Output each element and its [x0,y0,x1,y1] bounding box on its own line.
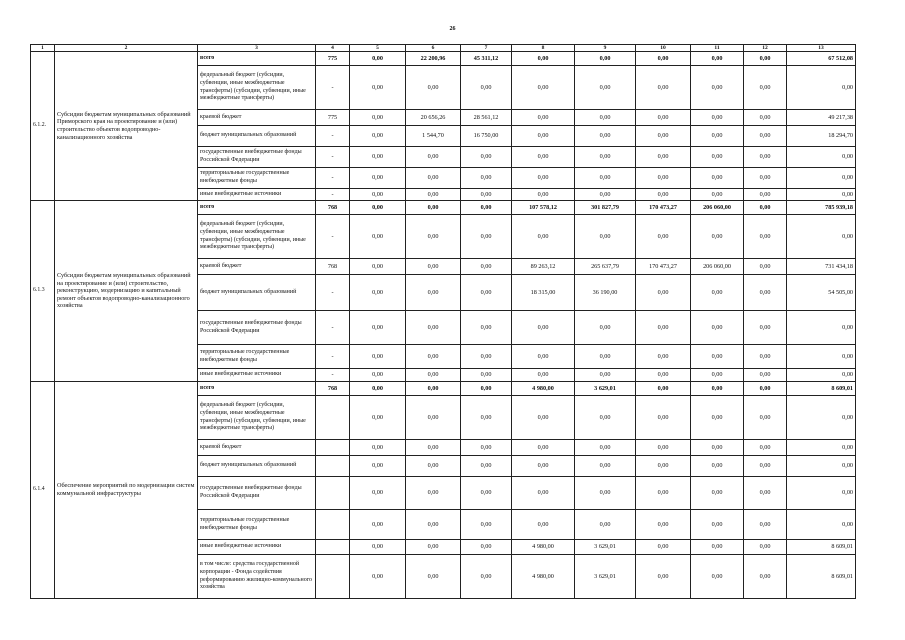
year-value: 4 980,00 [512,555,575,599]
year-value: 0,00 [636,52,691,66]
year-value: 0,00 [691,540,744,555]
grbs-code: - [316,126,350,147]
funding-source: краевой бюджет [198,440,316,456]
year-value: 170 473,27 [636,201,691,215]
year-value: 0,00 [512,311,575,345]
year-value: 0,00 [691,440,744,456]
year-value: 0,00 [512,345,575,369]
year-value: 0,00 [350,540,406,555]
year-value: 0,00 [512,189,575,201]
total-value: 54 505,00 [787,275,856,311]
total-value: 8 609,01 [787,382,856,396]
year-value: 0,00 [350,168,406,189]
year-value: 0,00 [406,456,461,477]
year-value: 0,00 [350,555,406,599]
column-number: 12 [744,45,787,52]
funding-source: всего [198,52,316,66]
year-value: 0,00 [350,66,406,110]
year-value: 0,00 [406,440,461,456]
funding-source: иные внебюджетные источники [198,540,316,555]
total-value: 0,00 [787,440,856,456]
year-value: 0,00 [691,345,744,369]
grbs-code: 775 [316,52,350,66]
year-value: 0,00 [350,382,406,396]
year-value: 0,00 [461,440,512,456]
year-value: 0,00 [744,345,787,369]
year-value: 0,00 [636,275,691,311]
section-name: Обеспечение мероприятий по модернизации систем коммунальной инфраструктуры [55,382,198,599]
year-value: 0,00 [636,66,691,110]
year-value: 170 473,27 [636,259,691,275]
year-value: 0,00 [636,126,691,147]
year-value: 0,00 [461,275,512,311]
year-value: 0,00 [636,189,691,201]
year-value: 0,00 [350,311,406,345]
year-value: 4 980,00 [512,540,575,555]
year-value: 0,00 [512,477,575,510]
year-value: 0,00 [461,555,512,599]
grbs-code: 768 [316,201,350,215]
grbs-code: - [316,168,350,189]
total-value: 0,00 [787,168,856,189]
year-value: 0,00 [744,540,787,555]
table-row [31,201,856,215]
total-value: 0,00 [787,147,856,168]
year-value: 0,00 [406,201,461,215]
year-value: 0,00 [744,215,787,259]
year-value: 0,00 [350,456,406,477]
year-value: 0,00 [744,510,787,540]
year-value: 16 750,00 [461,126,512,147]
year-value: 0,00 [636,382,691,396]
year-value: 0,00 [691,168,744,189]
grbs-code: - [316,275,350,311]
section-name: Субсидии бюджетам муниципальных образований Приморского края на проектирование и (или) строительство объектов водопроводно-канализационного хозяйства [55,52,198,201]
year-value: 0,00 [406,396,461,440]
year-value: 0,00 [691,369,744,382]
grbs-code [316,456,350,477]
year-value: 0,00 [744,147,787,168]
year-value: 0,00 [691,510,744,540]
funding-source: бюджет муниципальных образований [198,126,316,147]
year-value: 0,00 [406,510,461,540]
funding-source: краевой бюджет [198,259,316,275]
year-value: 0,00 [350,126,406,147]
year-value: 0,00 [575,477,636,510]
year-value: 0,00 [461,477,512,510]
year-value: 0,00 [350,396,406,440]
column-number: 2 [55,45,198,52]
funding-source: бюджет муниципальных образований [198,275,316,311]
year-value: 0,00 [636,510,691,540]
year-value: 0,00 [406,189,461,201]
year-value: 0,00 [512,369,575,382]
year-value: 0,00 [461,345,512,369]
column-number: 13 [787,45,856,52]
year-value: 0,00 [744,66,787,110]
year-value: 0,00 [350,189,406,201]
year-value: 18 315,00 [512,275,575,311]
year-value: 0,00 [512,147,575,168]
year-value: 0,00 [512,126,575,147]
total-value: 0,00 [787,189,856,201]
year-value: 0,00 [512,66,575,110]
year-value: 0,00 [575,311,636,345]
year-value: 0,00 [575,147,636,168]
year-value: 0,00 [691,477,744,510]
budget-table [30,44,856,599]
year-value: 0,00 [406,259,461,275]
column-header-row [31,45,856,52]
column-number: 5 [350,45,406,52]
year-value: 0,00 [461,311,512,345]
year-value: 0,00 [691,52,744,66]
section-code: 6.1.4 [31,382,55,599]
grbs-code: 775 [316,110,350,126]
year-value: 206 060,00 [691,259,744,275]
year-value: 0,00 [512,110,575,126]
year-value: 0,00 [636,555,691,599]
year-value: 0,00 [461,259,512,275]
year-value: 265 637,79 [575,259,636,275]
year-value: 0,00 [350,147,406,168]
year-value: 0,00 [461,456,512,477]
year-value: 0,00 [575,369,636,382]
total-value: 8 609,01 [787,555,856,599]
year-value: 0,00 [461,540,512,555]
year-value: 1 544,70 [406,126,461,147]
total-value: 18 294,70 [787,126,856,147]
year-value: 0,00 [691,555,744,599]
grbs-code: - [316,66,350,110]
grbs-code [316,440,350,456]
grbs-code: 768 [316,259,350,275]
page-number: 26 [449,26,456,32]
year-value: 0,00 [406,311,461,345]
year-value: 0,00 [406,382,461,396]
funding-source: федеральный бюджет (субсидии, субвенции, иные межбюджетные трансферты) (субсидии, субвенции, иные межбюджетные трансферты) [198,215,316,259]
column-number: 4 [316,45,350,52]
year-value: 0,00 [512,215,575,259]
funding-source: федеральный бюджет (субсидии, субвенции, иные межбюджетные трансферты) (субсидии, субвенции, иные межбюджетные трансферты) [198,396,316,440]
grbs-code [316,555,350,599]
year-value: 0,00 [636,110,691,126]
total-value: 0,00 [787,510,856,540]
year-value: 0,00 [636,540,691,555]
year-value: 0,00 [461,215,512,259]
year-value: 0,00 [575,110,636,126]
year-value: 0,00 [691,382,744,396]
grbs-code [316,540,350,555]
total-value: 0,00 [787,456,856,477]
year-value: 0,00 [744,396,787,440]
year-value: 4 980,00 [512,382,575,396]
year-value: 0,00 [406,555,461,599]
year-value: 20 656,26 [406,110,461,126]
section-code: 6.1.2. [31,52,55,201]
year-value: 0,00 [691,275,744,311]
year-value: 0,00 [575,440,636,456]
year-value: 0,00 [744,189,787,201]
year-value: 0,00 [575,396,636,440]
year-value: 0,00 [575,215,636,259]
year-value: 0,00 [744,477,787,510]
year-value: 0,00 [744,259,787,275]
year-value: 0,00 [691,147,744,168]
grbs-code: - [316,147,350,168]
year-value: 0,00 [744,126,787,147]
total-value: 49 217,38 [787,110,856,126]
year-value: 0,00 [691,126,744,147]
table-row [31,382,856,396]
funding-source: государственные внебюджетные фонды Российской Федерации [198,147,316,168]
year-value: 0,00 [691,456,744,477]
column-number: 8 [512,45,575,52]
year-value: 0,00 [636,215,691,259]
table-row [31,52,856,66]
column-number: 7 [461,45,512,52]
year-value: 0,00 [575,126,636,147]
funding-source: федеральный бюджет (субсидии, субвенции, иные межбюджетные трансферты) (субсидии, субвенции, иные межбюджетные трансферты) [198,66,316,110]
year-value: 0,00 [406,215,461,259]
year-value: 0,00 [406,345,461,369]
year-value: 0,00 [461,201,512,215]
year-value: 0,00 [512,52,575,66]
year-value: 45 311,12 [461,52,512,66]
year-value: 0,00 [636,369,691,382]
total-value: 0,00 [787,477,856,510]
year-value: 0,00 [512,396,575,440]
total-value: 8 609,01 [787,540,856,555]
section-code: 6.1.3 [31,201,55,382]
year-value: 0,00 [350,201,406,215]
grbs-code [316,396,350,440]
column-number: 3 [198,45,316,52]
column-number: 1 [31,45,55,52]
year-value: 0,00 [461,510,512,540]
year-value: 0,00 [350,275,406,311]
column-number: 11 [691,45,744,52]
funding-source: в том числе: средства государственной корпорации - Фонда содействия реформированию жилищно-коммунального хозяйства [198,555,316,599]
section-name: Субсидии бюджетам муниципальных образований на проектирование и (или) строительство, реконструкцию, модернизацию и капитальный ремонт объектов водопроводно-канализационного хозяйства [55,201,198,382]
funding-source: бюджет муниципальных образований [198,456,316,477]
year-value: 0,00 [691,66,744,110]
year-value: 0,00 [744,369,787,382]
funding-source: всего [198,382,316,396]
year-value: 107 578,12 [512,201,575,215]
funding-source: краевой бюджет [198,110,316,126]
total-value: 0,00 [787,215,856,259]
year-value: 0,00 [636,477,691,510]
year-value: 0,00 [406,168,461,189]
year-value: 0,00 [636,147,691,168]
year-value: 0,00 [691,189,744,201]
year-value: 0,00 [636,456,691,477]
year-value: 0,00 [636,440,691,456]
funding-source: государственные внебюджетные фонды Российской Федерации [198,477,316,510]
total-value: 67 512,08 [787,52,856,66]
year-value: 0,00 [575,189,636,201]
funding-source: всего [198,201,316,215]
year-value: 0,00 [744,311,787,345]
funding-source: территориальные государственные внебюджетные фонды [198,345,316,369]
year-value: 301 827,79 [575,201,636,215]
year-value: 0,00 [575,345,636,369]
year-value: 0,00 [461,147,512,168]
year-value: 0,00 [350,345,406,369]
year-value: 0,00 [744,555,787,599]
grbs-code: - [316,311,350,345]
year-value: 0,00 [406,477,461,510]
column-number: 9 [575,45,636,52]
total-value: 0,00 [787,345,856,369]
year-value: 0,00 [350,369,406,382]
year-value: 0,00 [406,275,461,311]
year-value: 0,00 [350,110,406,126]
year-value: 0,00 [461,66,512,110]
year-value: 0,00 [636,345,691,369]
column-number: 6 [406,45,461,52]
year-value: 3 629,01 [575,540,636,555]
funding-source: иные внебюджетные источники [198,369,316,382]
year-value: 0,00 [512,440,575,456]
total-value: 0,00 [787,369,856,382]
year-value: 0,00 [575,510,636,540]
funding-source: территориальные государственные внебюджетные фонды [198,510,316,540]
year-value: 0,00 [406,147,461,168]
funding-source: государственные внебюджетные фонды Российской Федерации [198,311,316,345]
total-value: 785 939,18 [787,201,856,215]
year-value: 0,00 [636,168,691,189]
year-value: 0,00 [461,168,512,189]
year-value: 0,00 [350,440,406,456]
year-value: 0,00 [512,510,575,540]
grbs-code: - [316,215,350,259]
year-value: 0,00 [461,396,512,440]
year-value: 0,00 [350,259,406,275]
funding-source: территориальные государственные внебюджетные фонды [198,168,316,189]
year-value: 0,00 [744,201,787,215]
funding-source: иные внебюджетные источники [198,189,316,201]
year-value: 0,00 [691,215,744,259]
year-value: 0,00 [406,369,461,382]
year-value: 0,00 [744,456,787,477]
grbs-code [316,510,350,540]
total-value: 0,00 [787,311,856,345]
year-value: 3 629,01 [575,382,636,396]
year-value: 3 629,01 [575,555,636,599]
year-value: 0,00 [350,477,406,510]
year-value: 0,00 [744,110,787,126]
year-value: 0,00 [636,396,691,440]
total-value: 0,00 [787,66,856,110]
year-value: 0,00 [744,168,787,189]
year-value: 0,00 [406,540,461,555]
year-value: 0,00 [406,66,461,110]
total-value: 0,00 [787,396,856,440]
year-value: 36 190,00 [575,275,636,311]
year-value: 0,00 [512,168,575,189]
year-value: 28 561,12 [461,110,512,126]
column-number: 10 [636,45,691,52]
year-value: 206 060,00 [691,201,744,215]
year-value: 0,00 [350,52,406,66]
year-value: 0,00 [691,396,744,440]
grbs-code: - [316,369,350,382]
year-value: 0,00 [461,189,512,201]
year-value: 0,00 [575,456,636,477]
grbs-code: - [316,189,350,201]
grbs-code: 768 [316,382,350,396]
grbs-code: - [316,345,350,369]
year-value: 0,00 [461,382,512,396]
year-value: 0,00 [575,52,636,66]
year-value: 0,00 [744,275,787,311]
year-value: 0,00 [744,52,787,66]
year-value: 0,00 [350,215,406,259]
year-value: 22 200,96 [406,52,461,66]
year-value: 0,00 [691,110,744,126]
year-value: 0,00 [350,510,406,540]
year-value: 0,00 [512,456,575,477]
year-value: 0,00 [575,168,636,189]
year-value: 0,00 [461,369,512,382]
total-value: 731 434,18 [787,259,856,275]
year-value: 0,00 [744,382,787,396]
year-value: 0,00 [691,311,744,345]
grbs-code [316,477,350,510]
year-value: 0,00 [636,311,691,345]
year-value: 89 263,12 [512,259,575,275]
year-value: 0,00 [744,440,787,456]
year-value: 0,00 [575,66,636,110]
